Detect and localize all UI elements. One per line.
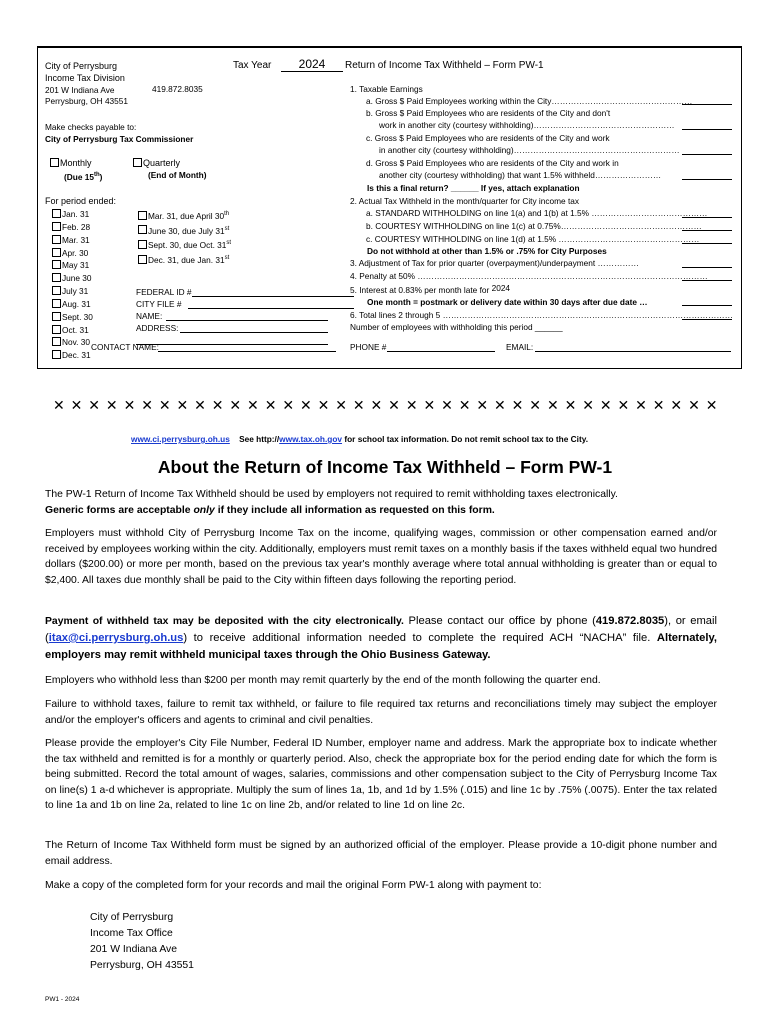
instructions-paragraph: Please provide the employer's City File Number, Federal ID Number, employer name and address. Mark the appropriate box to indicate whether the tax withheld and remitted is for a monthly or quarterly period. Also, check the appropriate box for the period ending date for which the form is being submitted. Record the total amount of wages, salaries, commissions and other compensation subject to the City of Perrysburg Income Tax on line(s) 1 a-d whichever is appropriate. Multiply the sum of lines 1a, 1b, and 1d by 1.5% (.015) and line 1c by .75% (.0075). Enter the tax related to line 1a and 1b on line 2a, related to line 1c on line 2b, and/or related to line 1d on line 2c. (45, 738, 717, 811)
line-1c-cont: in another city (courtesy withholding)…………………………………………………… (379, 145, 680, 155)
quarter-list (138, 208, 231, 266)
office-phone: 419.872.8035 (595, 615, 665, 627)
monthly-label: Monthly (60, 158, 92, 168)
month-checkbox[interactable] (52, 273, 61, 282)
month-checkbox[interactable] (52, 350, 61, 359)
quarterly-checkbox[interactable] (133, 158, 142, 167)
email-link[interactable]: itax@ci.perrysburg.oh.us (48, 632, 184, 644)
email-field[interactable] (535, 351, 731, 352)
cut-line: ✕ ✕ ✕ ✕ ✕ ✕ ✕ ✕ ✕ ✕ ✕ ✕ ✕ ✕ ✕ ✕ ✕ ✕ ✕ ✕ ✕ ✕ ✕ ✕ ✕ ✕ ✕ ✕ ✕ ✕ ✕ ✕ ✕ ✕ ✕ ✕ ✕ ✕ (53, 398, 718, 414)
city-state-zip: Perrysburg, OH 43551 (45, 96, 129, 106)
contact-name-field[interactable] (158, 351, 336, 352)
form-title: Return of Income Tax Withheld – Form PW-1 (345, 60, 544, 71)
email-label: EMAIL: (506, 342, 534, 352)
electronic-payment-paragraph: Payment of withheld tax may be deposited with the city electronically. Please contact our office by phone (419.872.8035), or email (itax@ci.perrysburg.oh.us) to receive additional information needed to complete the required ACH “NACHA” file. Alternately, employers may remit withheld municipal taxes through the Ohio Business Gateway. (45, 615, 717, 661)
final-return-question: Is this a final return? ______ If yes, attach explanation (367, 183, 580, 193)
quarterly-label: Quarterly (143, 158, 181, 168)
month-checkbox[interactable] (52, 222, 61, 231)
line-2a: a. STANDARD WITHHOLDING on line 1(a) and 1(b) at 1.5% …………………………………… (366, 208, 708, 218)
footer-links: www.ci.perrysburg.oh.us See http://www.tax.oh.gov for school tax information. Do not remit school tax to the City. (131, 434, 589, 444)
city-website-link[interactable]: www.ci.perrysburg.oh.us (131, 434, 230, 444)
page-code: PW1 - 2024 (45, 996, 80, 1003)
line-2b-field[interactable] (682, 230, 732, 231)
penalties-paragraph: Failure to withhold taxes, failure to remit tax withheld, or failure to file required tax returns and reconciliations timely may subject the employer and/or the employer's officers and agents to criminal and civil penalties. (45, 699, 717, 726)
tax-year-label: Tax Year (233, 60, 272, 71)
month-option[interactable]: Aug. 31 (52, 298, 93, 311)
line-3-field[interactable] (682, 267, 732, 268)
phone-field[interactable] (387, 351, 495, 352)
line-2c-field[interactable] (682, 243, 732, 244)
month-option[interactable]: June 30 (52, 272, 93, 285)
address-label: ADDRESS: (136, 323, 179, 333)
month-checkbox[interactable] (52, 209, 61, 218)
month-option[interactable]: Feb. 28 (52, 221, 93, 234)
line-5: 5. Interest at 0.83% per month late for 2024 (350, 283, 511, 295)
line-6-field[interactable] (682, 319, 732, 320)
quarter-checkbox[interactable] (138, 225, 147, 234)
period-ended-label: For period ended: (45, 196, 117, 206)
line-2: 2. Actual Tax Withheld in the month/quarter for City income tax (350, 196, 580, 206)
federal-id-field[interactable] (192, 296, 354, 297)
line-6: 6. Total lines 2 through 5 …………………………………………………………………………………………… (350, 310, 733, 320)
signature-paragraph: The Return of Income Tax Withheld form must be signed by an authorized official of the employer. Please provide a 10-digit phone number and email address. (45, 840, 717, 867)
city-file-label: CITY FILE # (136, 299, 182, 309)
city-file-field[interactable] (188, 308, 354, 309)
month-option[interactable]: Apr. 30 (52, 247, 93, 260)
monthly-option[interactable] (50, 158, 92, 169)
contact-name-label: CONTACT NAME: (91, 342, 159, 352)
line-1a-field[interactable] (682, 104, 732, 105)
line-4: 4. Penalty at 50% …………………………………………………………………………………………… (350, 271, 708, 281)
quarterly-paragraph: Employers who withhold less than $200 per month may remit quarterly by the end of the month following the quarter end. (45, 675, 601, 686)
quarter-checkbox[interactable] (138, 255, 147, 264)
month-option[interactable]: Dec. 31 (52, 349, 93, 362)
make-checks-label: Make checks payable to: (45, 122, 137, 132)
name-field[interactable] (166, 320, 328, 321)
about-intro (45, 487, 717, 518)
month-option[interactable]: May 31 (52, 259, 93, 272)
line-1c: c. Gross $ Paid Employees who are residents of the City and work (366, 133, 610, 143)
month-option[interactable]: Jan. 31 (52, 208, 93, 221)
line-2b: b. COURTESY WITHHOLDING on line 1(c) at 0.75%…………………………………………… (366, 221, 702, 231)
mail-paragraph: Make a copy of the completed form for your records and mail the original Form PW-1 along with payment to: (45, 880, 542, 891)
line-1b-cont: work in another city (courtesy withholding)…………………………………………… (379, 120, 675, 130)
month-checkbox[interactable] (52, 286, 61, 295)
line-1d: d. Gross $ Paid Employees who are residents of the City and work in (366, 158, 619, 168)
city-name: City of Perrysburg (45, 61, 118, 71)
mailing-address: City of Perrysburg Income Tax Office 201 W Indiana Ave Perrysburg, OH 43551 (90, 912, 194, 971)
monthly-checkbox[interactable] (50, 158, 59, 167)
month-option[interactable]: July 31 (52, 285, 93, 298)
quarter-option[interactable]: Mar. 31, due April 30th (138, 208, 231, 223)
quarter-option[interactable]: Sept. 30, due Oct. 31st (138, 237, 231, 252)
employee-count: Number of employees with withholding this period ______ (350, 322, 563, 332)
quarter-checkbox[interactable] (138, 240, 147, 249)
generic-forms-note: Generic forms are acceptable only if they include all information as requested on this form. (45, 504, 495, 516)
line-1d-cont: another city (courtesy withholding) that want 1.5% withheld…………………… (379, 170, 662, 180)
month-option[interactable]: Mar. 31 (52, 234, 93, 247)
address-field-2[interactable] (136, 344, 328, 345)
intro-line: The PW-1 Return of Income Tax Withheld should be used by employers not required to remit withholding taxes electronically. (45, 489, 618, 500)
division: Income Tax Division (45, 73, 125, 83)
month-option[interactable]: Nov. 30 (52, 336, 93, 349)
month-checkbox[interactable] (52, 235, 61, 244)
about-title: About the Return of Income Tax Withheld – Form PW-1 (157, 457, 613, 477)
month-list (52, 208, 93, 362)
name-label: NAME: (136, 311, 163, 321)
phone-label: PHONE # (350, 342, 387, 352)
month-checkbox[interactable] (52, 325, 61, 334)
quarter-checkbox[interactable] (138, 211, 147, 220)
address-field[interactable] (180, 332, 328, 333)
one-month-note: One month = postmark or delivery date within 30 days after due date … (367, 297, 648, 307)
quarter-option[interactable]: June 30, due July 31st (138, 223, 231, 238)
street: 201 W Indiana Ave (45, 85, 115, 95)
month-option[interactable]: Sept. 30 (52, 311, 93, 324)
month-checkbox[interactable] (52, 312, 61, 321)
withholding-paragraph: Employers must withhold City of Perrysburg Income Tax on the income, qualifying wages, commission or other compensation earned and/or received by employees working within the city. Additionally, employers must remit taxes on a monthly basis if the taxes withheld equal two hundred dollars ($200.00) or more per month, based on the previous tax year's monthly average where total annual withholding is greater than or equal to $2,400. All taxes due monthly shall be paid to the City within fifteen days following the reporting period. (45, 528, 717, 586)
month-checkbox[interactable] (52, 260, 61, 269)
line-1a: a. Gross $ Paid Employees working within the City…………………………………………… (366, 96, 693, 106)
month-option[interactable]: Oct. 31 (52, 324, 93, 337)
quarter-option[interactable]: Dec. 31, due Jan. 31st (138, 252, 231, 267)
line-2a-field[interactable] (682, 217, 732, 218)
line-4-field[interactable] (682, 280, 732, 281)
tax-year-field[interactable]: 2024 (281, 57, 343, 72)
line-5-field[interactable] (682, 305, 732, 306)
monthly-due: (Due 15th) (64, 171, 103, 182)
line-1c-field[interactable] (682, 154, 732, 155)
month-checkbox[interactable] (52, 248, 61, 257)
line-1d-field[interactable] (682, 179, 732, 180)
federal-id-label: FEDERAL ID # (136, 287, 192, 297)
line-1b: b. Gross $ Paid Employees who are residents of the City and don't (366, 108, 611, 118)
ohio-tax-link[interactable]: www.tax.oh.gov (279, 434, 343, 444)
line-3: 3. Adjustment of Tax for prior quarter (overpayment)/underpayment …………… (350, 258, 639, 268)
line-1: 1. Taxable Earnings (350, 84, 423, 94)
withhold-note: Do not withhold at other than 1.5% or .75% for City Purposes (367, 246, 607, 256)
phone-number: 419.872.8035 (152, 84, 203, 94)
line-5-year: 2024 (491, 283, 511, 293)
line-2c: c. COURTESY WITHHOLDING on line 1(d) at 1.5% …………………………………………… (366, 234, 700, 244)
payee: City of Perrysburg Tax Commissioner (45, 134, 194, 144)
month-checkbox[interactable] (52, 337, 61, 346)
line-1b-field[interactable] (682, 129, 732, 130)
month-checkbox[interactable] (52, 299, 61, 308)
quarterly-option[interactable] (133, 158, 180, 169)
quarterly-due: (End of Month) (148, 170, 207, 180)
